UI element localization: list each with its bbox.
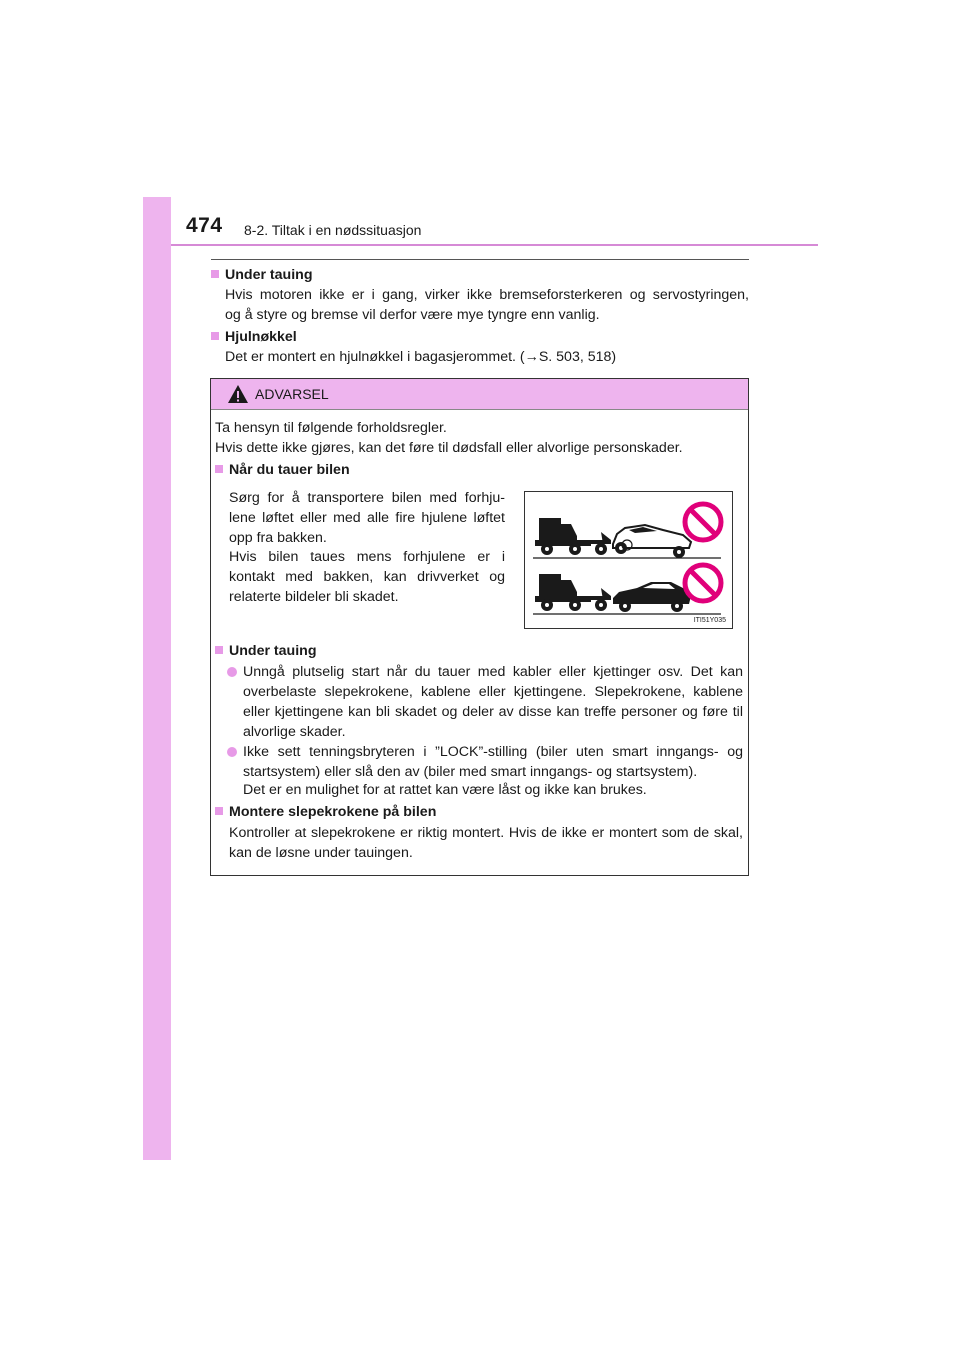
warning-text-towing-1: Sørg for å transportere bilen med forhju-lene løftet eller med alle fire hjulene løftet opp fra bakken.	[229, 490, 505, 546]
warning-text-towing-2: Hvis bilen taues mens forhjulene er i kontakt med bakken, kan drivverket og relaterte bildeler bli skadet.	[229, 549, 505, 605]
tow-rear-wheels-on-ground	[533, 574, 721, 614]
warning-header	[211, 379, 748, 410]
square-bullet-icon	[215, 465, 223, 473]
warning-section-heading: Under tauing	[215, 641, 317, 661]
intro-hjulnokkel	[211, 327, 749, 367]
divider	[211, 259, 749, 260]
warning-triangle-icon	[227, 384, 249, 404]
square-bullet-icon	[211, 332, 219, 340]
bullet-item: Ikke sett tenningsbryteren i ”LOCK”-stilling (biler uten smart inngangs- og startsystem) eller slå den av (biler med smart inngangs- og startsystem).	[227, 742, 743, 782]
figure-label: ITI51Y035	[693, 617, 726, 624]
square-bullet-icon	[211, 270, 219, 278]
square-bullet-icon	[215, 646, 223, 654]
towing-illustration	[524, 491, 733, 629]
warning-title: ADVARSEL	[255, 386, 329, 402]
warning-text-hooks: Kontroller at slepekrokene er riktig montert. Hvis de ikke er montert som de skal, kan de løsne under tauingen.	[229, 825, 743, 861]
intro-heading: Under tauing	[225, 267, 313, 283]
section-title: 8-2. Tiltak i en nødssituasjon	[244, 222, 422, 238]
intro-body: Det er montert en hjulnøkkel i bagasjerommet. (→S. 503, 518)	[225, 349, 617, 365]
warning-section-heading: Når du tauer bilen	[215, 460, 350, 480]
bullet-note: Det er en mulighet for at rattet kan være låst og ikke kan brukes.	[243, 782, 647, 798]
square-bullet-icon	[215, 807, 223, 815]
prohibited-icon	[685, 565, 721, 601]
intro-body: Hvis motoren ikke er i gang, virker ikke bremseforsterkeren og servostyringen, og å styre og bremse vil derfor være mye tyngre enn vanlig.	[225, 287, 749, 323]
intro-heading: Hjulnøkkel	[225, 329, 297, 345]
circle-bullet-icon	[227, 747, 237, 757]
intro-under-tauing	[211, 265, 749, 325]
warning-section-heading: Montere slepekrokene på bilen	[215, 802, 436, 822]
header-rule	[171, 244, 818, 246]
warning-intro: Ta hensyn til følgende forholdsregler. Hvis dette ikke gjøres, kan det føre til dødsfall eller alvorlige personskader.	[215, 420, 683, 456]
side-tab-band	[143, 197, 171, 1160]
prohibited-icon	[685, 504, 721, 540]
circle-bullet-icon	[227, 667, 237, 677]
bullet-item: Unngå plutselig start når du tauer med kabler eller kjettinger osv. Det kan overbelaste slepekrokene, kablene eller kjettingene. Slepekrokene, kablene eller kjettingene kan bli skadet og deler av disse kan treffe personer og føre til alvorlige skader.	[227, 662, 743, 742]
page-number: 474	[186, 214, 223, 237]
tow-truck-diagram	[525, 492, 732, 628]
